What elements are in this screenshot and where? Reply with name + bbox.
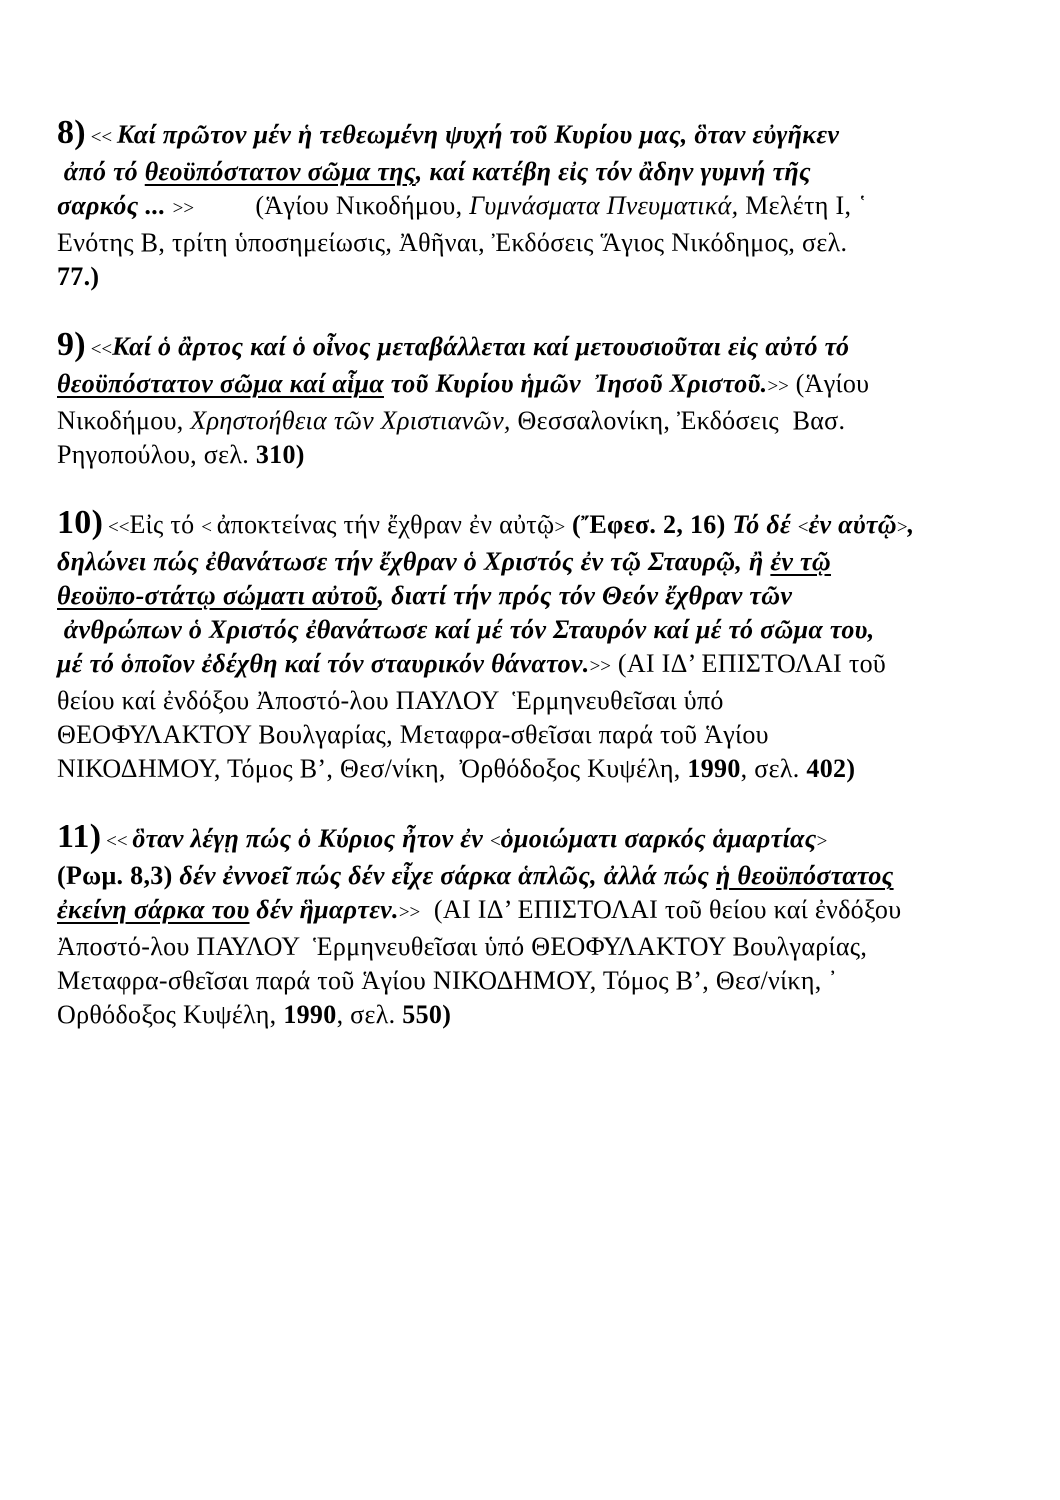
text-run: ἡ θεοϋπόστατος (716, 861, 894, 890)
text-run: 1990 (283, 1000, 337, 1029)
text-line (57, 116, 1017, 155)
text-run: < (201, 517, 217, 538)
text-run: , διατί τήν πρός τόν Θεόν ἔχθραν τῶν (377, 581, 793, 610)
text-run: << (85, 339, 113, 360)
text-line (57, 684, 1017, 718)
text-run: θείου καί ἐνδόξου Ἀποστό-λου ΠΑΥΛΟΥ Ἑρμηνευθεῖσαι ὑπό (57, 686, 724, 715)
text-run: ἐκείνη σάρκα του (57, 895, 250, 924)
text-run: >> (172, 198, 195, 219)
text-line (57, 506, 1017, 545)
text-line (57, 328, 1017, 367)
text-run: (ΑΙ ΙΔ’ ΕΠΙΣΤΟΛΑΙ τοῦ θείου καί ἐνδόξου (420, 895, 902, 924)
text-line (57, 579, 1017, 613)
text-run: μέ τό ὁποῖον ἐδέχθη καί τόν σταυρικόν θάνατον. (57, 649, 590, 678)
text-run: > (816, 831, 828, 852)
text-run: Καί πρῶτον μέν ἡ τεθεωμένη ψυχή τοῦ Κυρίου μας, ὃταν εὐγῆκεν (116, 120, 840, 149)
text-run: τοῦ Κυρίου ἡμῶν Ἰησοῦ Χριστοῦ. (383, 369, 768, 398)
text-line (57, 893, 1017, 930)
text-line (57, 545, 1017, 579)
text-line (57, 155, 1017, 189)
text-line (57, 718, 1017, 752)
text-run: 402) (806, 754, 856, 783)
paragraph-11 (57, 820, 1017, 1032)
text-run: ἐν τῷ (770, 547, 831, 576)
text-run: σαρκός ... (57, 191, 173, 220)
text-run: δηλώνει πώς ἐθανάτωσε τήν ἔχθραν ὁ Χριστός ἐν τῷ Σταυρῷ, ἢ (57, 547, 771, 576)
text-line (57, 367, 1017, 404)
text-run: , σελ. (336, 1000, 403, 1029)
text-line (57, 613, 1017, 647)
text-line (57, 859, 1017, 893)
text-run: >> (767, 376, 789, 397)
text-line (57, 404, 1017, 438)
text-run: 550) (402, 1000, 452, 1029)
text-run: θεοϋπο-στάτῳ σώματι αὐτοῦ (57, 581, 378, 610)
text-run: Μελέτη I, ῾ (738, 191, 868, 220)
text-run: << (85, 127, 117, 148)
text-line (57, 226, 1017, 260)
paragraph-8 (57, 116, 1017, 294)
text-run: (Ἁγίου (788, 369, 870, 398)
text-run: >> (398, 902, 421, 923)
text-run: ἀνθρώπων ὁ Χριστός ἐθανάτωσε καί μέ τόν Σταυρόν καί μέ τό σῶμα του, (57, 615, 875, 644)
text-run: δέν ἐννοεῖ πώς δέν εἶχε σάρκα ἁπλῶς, ἀλλά πώς (172, 861, 717, 890)
text-run: << (103, 517, 130, 538)
text-run: > (896, 517, 908, 538)
text-run: Ενότης Β, τρίτη ὑποσημείωσις, Ἀθῆναι, Ἐκδόσεις Ἅγιος Νικόδημος, σελ. (57, 228, 848, 257)
text-run: θεοϋπόστατον σῶμα της (144, 157, 416, 186)
text-line (57, 189, 1017, 226)
text-run: Νικοδήμου, (57, 406, 191, 435)
text-run: ἀπό τό (57, 157, 145, 186)
text-run: ἀποκτείνας τήν ἔχθραν ἐν αὐτῷ (216, 510, 555, 539)
text-run: θεοϋπόστατον σῶμα καί αἷμα (57, 369, 384, 398)
text-run: Γυμνάσματα Πνευματικά, (469, 191, 739, 220)
text-run: Εἰς τό (129, 510, 202, 539)
text-run: , (907, 510, 915, 539)
text-run: 77.) (57, 262, 100, 291)
text-line (57, 438, 1017, 472)
text-run: Ρηγοπούλου, σελ. (57, 440, 256, 469)
text-run: Καί ὁ ἂρτος καί ὁ οἶνος μεταβάλλεται καί μετουσιοῦται εἰς αὐτό τό (112, 332, 850, 361)
document-body (57, 116, 1017, 1066)
text-run: ΘΕΟΦΥΛΑΚΤΟΥ Βουλγαρίας, Μεταφρα-σθεῖσαι παρά τοῦ Ἁγίου (57, 720, 769, 749)
text-run: Χρηστοήθεια τῶν Χριστιανῶν, (190, 406, 511, 435)
paragraph-9 (57, 328, 1017, 472)
text-run: < (797, 517, 809, 538)
text-line (57, 820, 1017, 859)
text-run: Ορθόδοξος Κυψέλη, (57, 1000, 284, 1029)
paragraph-number: 8) (57, 114, 86, 151)
text-run: Ἀποστό-λου ΠΑΥΛΟΥ Ἑρμηνευθεῖσαι ὑπό ΘΕΟΦΥΛΑΚΤΟΥ Βουλγαρίας, (57, 932, 868, 961)
text-run: , σελ. (740, 754, 807, 783)
text-run: 310) (255, 440, 305, 469)
text-line (57, 930, 1017, 964)
text-run: (Ρωμ. 8,3) (57, 861, 173, 890)
paragraph-10 (57, 506, 1017, 786)
text-run: ὁμοιώματι σαρκός ἁμαρτίας (500, 824, 817, 853)
paragraph-number: 11) (57, 818, 102, 855)
text-run (565, 510, 572, 539)
text-run: δέν ἣμαρτεν. (249, 895, 399, 924)
text-run: (ΑΙ ΙΔ’ ΕΠΙΣΤΟΛΑΙ τοῦ (611, 649, 887, 678)
text-run: << (101, 831, 133, 852)
text-run: 1990 (687, 754, 741, 783)
paragraph-number: 10) (57, 504, 104, 541)
text-run: (Ἁγίου Νικοδήμου, (194, 191, 470, 220)
text-run: Μεταφρα-σθεῖσαι παρά τοῦ Ἁγίου ΝΙΚΟΔΗΜΟΥ, Τόμος Β’, Θεσ/νίκη, ᾿ (57, 966, 838, 995)
text-run: Τό δέ (732, 510, 798, 539)
text-line (57, 964, 1017, 998)
text-run: >> (589, 656, 612, 677)
text-line (57, 647, 1017, 684)
text-line (57, 998, 1017, 1032)
paragraph-number: 9) (57, 326, 86, 363)
text-run: ὃταν λέγῃ πώς ὁ Κύριος ἦτον ἐν (132, 824, 490, 853)
text-run: < (489, 831, 501, 852)
text-run: ΝΙΚΟΔΗΜΟΥ, Τόμος Β’, Θεσ/νίκη, Ὀρθόδοξος Κυψέλη, (57, 754, 688, 783)
text-run: ἐν αὐτῷ (808, 510, 897, 539)
text-run: Θεσσαλονίκη, Ἐκδόσεις Βασ. (510, 406, 846, 435)
text-run: > (554, 517, 566, 538)
text-run: (Ἔφεσ. 2, 16) (572, 510, 726, 539)
text-line (57, 752, 1017, 786)
text-line (57, 260, 1017, 294)
text-run: , καί κατέβη εἰς τόν ἂδην γυμνή τῆς (415, 157, 811, 186)
